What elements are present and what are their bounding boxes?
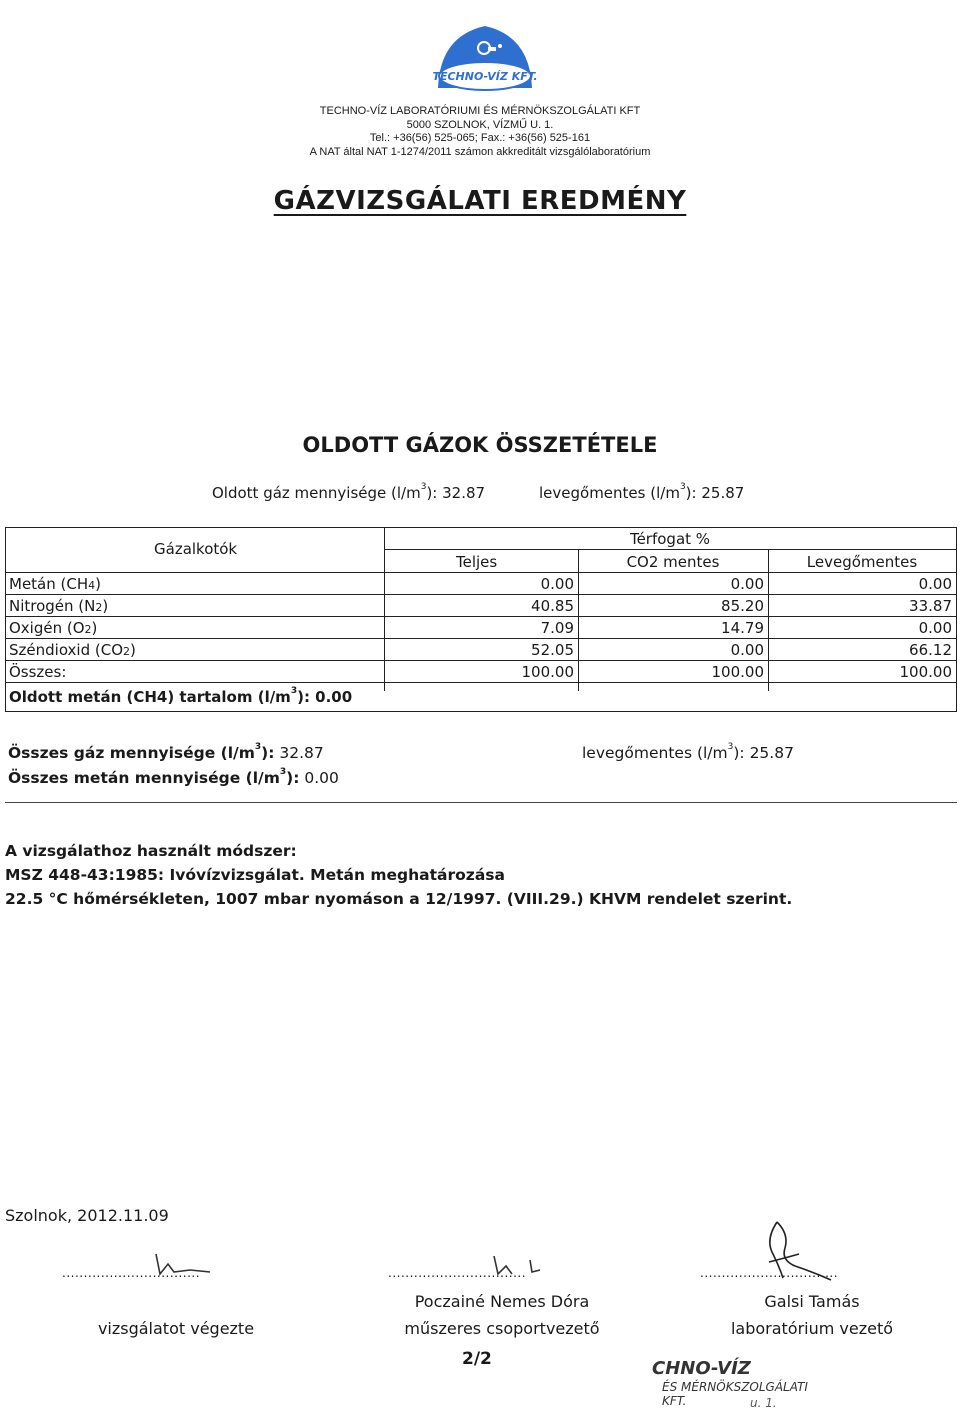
dissolved-gas-value: 32.87 bbox=[442, 484, 486, 502]
method-standard: MSZ 448-43:1985: Ivóvízvizsgálat. Metán meghatározása bbox=[5, 866, 505, 884]
signer-name-2: Poczainé Nemes Dóra bbox=[414, 1292, 590, 1311]
total-gas-amount: Összes gáz mennyisége $(l/m^3)$: 32.87 bbox=[8, 742, 324, 762]
table-cell: 85.20 bbox=[721, 597, 764, 615]
table-cell: 100.00 bbox=[711, 663, 764, 681]
table-row-label: Összes: bbox=[9, 663, 67, 681]
table-cell: 0.00 bbox=[918, 619, 952, 637]
table-cell: 52.05 bbox=[531, 641, 574, 659]
total-air-free: levegőmentes $(l/m^3)$: 25.87 bbox=[582, 742, 794, 762]
total-methane-amount: Összes metán mennyisége $(l/m^3)$: 0.00 bbox=[8, 767, 339, 787]
method-conditions: 22.5 °C hőmérsékleten, 1007 mbar nyomáson a 12/1997. (VIII.29.) KHVM rendelet szerint. bbox=[5, 890, 793, 908]
signature-3 bbox=[755, 1218, 835, 1284]
page-number: 2/2 bbox=[462, 1349, 492, 1369]
method-heading: A vizsgálathoz használt módszer: bbox=[5, 842, 297, 860]
column-header-co2-free: CO2 mentes bbox=[626, 553, 720, 571]
dissolved-gas-label: Oldott gáz mennyisége (l/m bbox=[212, 484, 421, 502]
table-cell: 0.00 bbox=[918, 575, 952, 593]
logo-text: TECHNO-VÍZ KFT. bbox=[432, 70, 538, 83]
table-cell: 40.85 bbox=[531, 597, 574, 615]
signer-name-3: Galsi Tamás bbox=[764, 1292, 860, 1311]
company-logo bbox=[430, 18, 540, 100]
volume-percent-header: Térfogat % bbox=[629, 530, 711, 548]
document-date: Szolnok, 2012.11.09 bbox=[5, 1206, 169, 1225]
table-cell: 0.00 bbox=[730, 575, 764, 593]
table-cell: 7.09 bbox=[540, 619, 574, 637]
stamp-line-2: ÉS MÉRNÖKSZOLGÁLATI KFT. bbox=[662, 1380, 808, 1408]
document-title: GÁZVIZSGÁLATI EREDMÉNY bbox=[273, 186, 687, 216]
signer-role-1: vizsgálatot végezte bbox=[97, 1319, 255, 1338]
table-cell: 66.12 bbox=[909, 641, 952, 659]
table-row-label: Nitrogén (N2) bbox=[9, 597, 109, 615]
signature-2 bbox=[490, 1250, 550, 1280]
gas-composition-table bbox=[5, 527, 957, 712]
stamp-line-3: u. 1. bbox=[750, 1396, 777, 1410]
column-header-air-free: Levegőmentes bbox=[806, 553, 918, 571]
column-header-total: Teljes bbox=[456, 553, 498, 571]
table-cell: 14.79 bbox=[721, 619, 764, 637]
company-stamp bbox=[640, 1358, 820, 1420]
company-phone: Tel.: +36(56) 525-065; Fax.: +36(56) 525-161 bbox=[369, 132, 591, 144]
table-cell: 100.00 bbox=[521, 663, 574, 681]
dissolved-gas-amount: Oldott gáz mennyisége $(l/m^3)$: 32.87 bbox=[212, 482, 486, 502]
dissolved-air-free-label: levegőmentes (l/m bbox=[539, 484, 680, 502]
table-row-label: Metán (CH4) bbox=[9, 575, 101, 593]
company-address: 5000 SZOLNOK, VÍZMŰ U. 1. bbox=[406, 119, 554, 131]
dissolved-air-free: levegőmentes $(l/m^3)$: 25.87 bbox=[539, 482, 745, 502]
divider bbox=[5, 802, 957, 803]
table-cell: 33.87 bbox=[909, 597, 952, 615]
accreditation-line: A NAT által NAT 1-1274/2011 számon akkreditált vizsgálólaboratórium bbox=[309, 146, 651, 158]
table-row-label: Oxigén (O2) bbox=[9, 619, 98, 637]
signature-line-3: ................................ bbox=[700, 1266, 839, 1280]
company-name: TECHNO-VÍZ LABORATÓRIUMI ÉS MÉRNÖKSZOLGÁLATI KFT bbox=[319, 105, 641, 117]
dissolved-air-free-value: 25.87 bbox=[701, 484, 745, 502]
stamp-line-1: CHNO-VÍZ bbox=[652, 1358, 751, 1379]
section-title: OLDOTT GÁZOK ÖSSZETÉTELE bbox=[302, 433, 658, 457]
gas-components-header: Gázalkotók bbox=[154, 540, 238, 558]
signer-role-2: műszeres csoportvezető bbox=[404, 1319, 600, 1338]
table-row-label: Széndioxid (CO2) bbox=[9, 641, 136, 659]
signature-line-1: ................................ bbox=[62, 1266, 201, 1280]
table-cell: 0.00 bbox=[540, 575, 574, 593]
dissolved-methane-content: Oldott metán (CH4) tartalom $(l/m^3)$: 0.00 bbox=[9, 686, 353, 706]
table-cell: 0.00 bbox=[730, 641, 764, 659]
signature-line-2: ................................ bbox=[388, 1266, 527, 1280]
signature-1 bbox=[150, 1250, 220, 1280]
signer-role-3: laboratórium vezető bbox=[730, 1319, 894, 1338]
table-cell: 100.00 bbox=[899, 663, 952, 681]
